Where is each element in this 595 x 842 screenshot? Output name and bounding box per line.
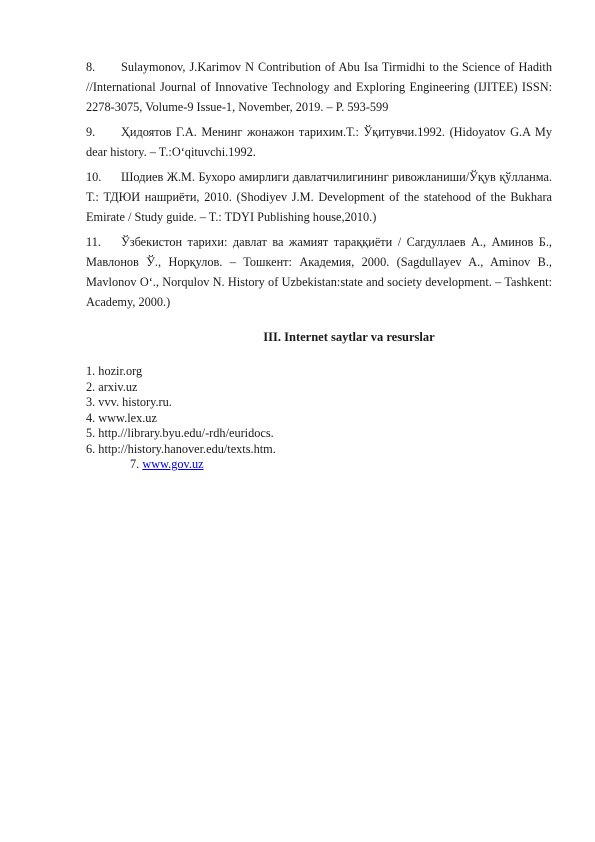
list-item: 1. hozir.org bbox=[86, 364, 143, 378]
list-item: 3. vvv. history.ru. bbox=[86, 395, 172, 409]
reference-item bbox=[86, 232, 552, 312]
document-page bbox=[86, 57, 552, 473]
resource-list bbox=[86, 364, 552, 473]
reference-text: Шодиев Ж.М. Бухоро амирлиги давлатчилигининг ривожланиши/Ўқув қўлланма. Т.: ТДЮИ нашриёти, 2010. (Shodiyev J.M. Development of the statehood of the Bukhara Emirate / Study guide. – T.: TDYI Publishing house,2010.) bbox=[86, 170, 552, 224]
reference-text: Ҳидоятов Г.А. Менинг жонажон тарихим.Т.: Ўқитувчи.1992. (Hidoyatov G.A My dear history. – T.:O‘qituvchi.1992. bbox=[86, 125, 552, 159]
reference-item bbox=[86, 57, 552, 117]
list-item: 2. arxiv.uz bbox=[86, 379, 138, 394]
list-item: 4. www.lex.uz bbox=[86, 410, 157, 425]
list-item bbox=[86, 457, 552, 473]
reference-text: Ўзбекистон тарихи: давлат ва жамият тараққиёти / Сагдуллаев А., Аминов Б., Мавлонов Ў., Норқулов. – Тошкент: Академия, 2000. (Sagdullayev A., Aminov B., Mavlonov O‘., Norqulov N. History of Uzbekistan:state and society development. – Tashkent: Academy, 2000.) bbox=[86, 235, 552, 309]
reference-number: 9. bbox=[86, 125, 96, 139]
reference-item bbox=[86, 122, 552, 162]
reference-text: Sulaymonov, J.Karimov N Contribution of Abu Isa Tirmidhi to the Science of Hadith //International Journal of Innovative Technology and Exploring Engineering (IJITEE) ISSN: 2278-3075, Volume-9 Issue-1, November, 2019. – P. 593-599 bbox=[86, 60, 552, 114]
list-item-number: 7. bbox=[130, 457, 140, 471]
reference-number: 8. bbox=[86, 60, 96, 74]
list-item: 5. http.//library.byu.edu/-rdh/euridocs. bbox=[86, 426, 274, 440]
gov-uz-link[interactable]: www.gov.uz bbox=[142, 457, 204, 471]
list-item: 6. http://history.hanover.edu/texts.htm. bbox=[86, 441, 276, 456]
section-heading: III. Internet saytlar va resurslar bbox=[263, 330, 435, 344]
reference-number: 10. bbox=[86, 170, 102, 184]
reference-item bbox=[86, 167, 552, 227]
reference-number: 11. bbox=[86, 235, 101, 249]
